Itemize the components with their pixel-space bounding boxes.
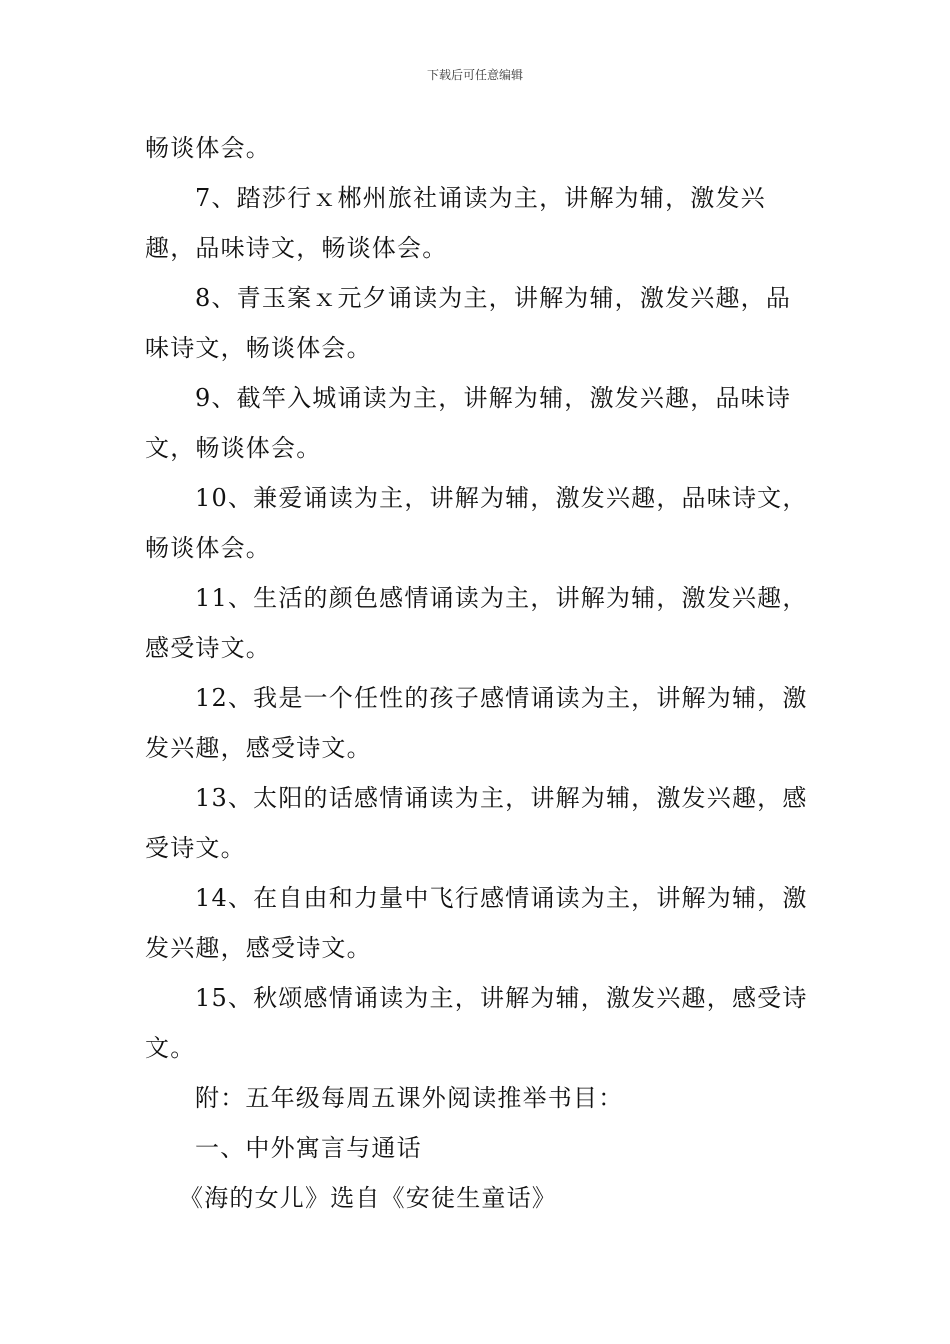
paragraph-item-12: 12、我是一个任性的孩子感情诵读为主，讲解为辅，激发兴趣，感受诗文。 bbox=[145, 684, 808, 762]
paragraph-item-8: 8、青玉案ｘ元夕诵读为主，讲解为辅，激发兴趣，品味诗文，畅谈体会。 bbox=[145, 284, 792, 362]
paragraph-item-7: 7、踏莎行ｘ郴州旅社诵读为主，讲解为辅，激发兴趣，品味诗文，畅谈体会。 bbox=[145, 184, 766, 262]
paragraph-item-11: 11、生活的颜色感情诵读为主，讲解为辅，激发兴趣，感受诗文。 bbox=[145, 584, 808, 662]
paragraph-item-15: 15、秋颂感情诵读为主，讲解为辅，激发兴趣，感受诗文。 bbox=[145, 984, 808, 1062]
paragraph-item-9: 9、截竿入城诵读为主，讲解为辅，激发兴趣，品味诗文，畅谈体会。 bbox=[145, 384, 792, 462]
paragraph-item-10: 10、兼爱诵读为主，讲解为辅，激发兴趣，品味诗文，畅谈体会。 bbox=[145, 484, 808, 562]
section-heading-fables: 一、中外寓言与通话 bbox=[195, 1134, 422, 1162]
document-body bbox=[145, 123, 815, 1223]
paragraph-item-14: 14、在自由和力量中飞行感情诵读为主，讲解为辅，激发兴趣，感受诗文。 bbox=[145, 884, 808, 962]
paragraph-item-13: 13、太阳的话感情诵读为主，讲解为辅，激发兴趣，感受诗文。 bbox=[145, 784, 808, 862]
paragraph-continuation: 畅谈体会。 bbox=[145, 134, 271, 162]
book-entry: 《海的女儿》选自《安徒生童话》 bbox=[179, 1184, 557, 1212]
appendix-heading: 附：五年级每周五课外阅读推举书目： bbox=[195, 1084, 624, 1112]
page-header-note: 下载后可任意编辑 bbox=[426, 68, 523, 82]
